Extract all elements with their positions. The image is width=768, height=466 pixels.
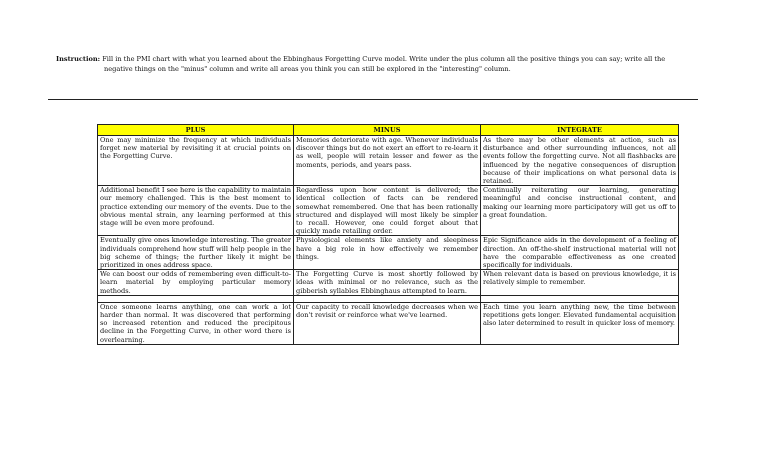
instruction-line-2: negative things on the "minus" column and write all areas you think you can still be explored in the "interesting" column. [104, 65, 511, 74]
table-cell: Physiological elements like anxiety and sleepiness have a big role in how effectively we remember things. [294, 236, 481, 270]
instruction-line-1 [56, 54, 716, 64]
header-minus: MINUS [294, 125, 481, 136]
table-row [98, 186, 679, 236]
table-cell: Additional benefit I see here is the capability to maintain our memory challenged. This is the best moment to practice extending our memory of the events. Due to the obvious mental strain, any learning performed at this stage will be even more profound. [98, 186, 294, 236]
table-row [98, 236, 679, 270]
table-row [98, 270, 679, 296]
table-header-row [98, 125, 679, 136]
spacer-cell [294, 295, 481, 302]
table-cell: Epic Significance aids in the development of a feeling of direction. An off-the-shelf instructional material will not have the comparable effectiveness as one created specifically for individuals. [481, 236, 679, 270]
horizontal-rule [48, 99, 698, 100]
instruction-lead: Instruction: [56, 55, 101, 63]
table-cell: Our capacity to recall knowledge decreases when we don't revisit or reinforce what we've learned. [294, 302, 481, 344]
pmi-table [97, 124, 679, 345]
table-cell: We can boost our odds of remembering even difficult-to-learn material by employing particular memory methods. [98, 270, 294, 296]
header-integrate: INTEGRATE [481, 125, 679, 136]
table-row [98, 136, 679, 186]
table-cell: Once someone learns anything, one can work a lot harder than normal. It was discovered that performing so increased retention and reduced the precipitous decline in the Forgetting Curve, in other word there is overlearning. [98, 302, 294, 344]
table-spacer-row [98, 295, 679, 302]
table-cell: Continually reiterating our learning, generating meaningful and concise instructional content, and making our learning more participatory will get us off to a great foundation. [481, 186, 679, 236]
table-cell: When relevant data is based on previous knowledge, it is relatively simple to remember. [481, 270, 679, 296]
table-cell: The Forgetting Curve is most shortly followed by ideas with minimal or no relevance, such as the gibberish syllables Ebbinghaus attempted to learn. [294, 270, 481, 296]
instruction-block [56, 54, 716, 75]
table-cell: Memories deteriorate with age. Whenever individuals discover things but do not exert an effort to re-learn it as well, people will retain lesser and fewer as the moments, periods, and years pass. [294, 136, 481, 186]
instruction-text-1: Fill in the PMI chart with what you learned about the Ebbinghaus Forgetting Curve model. Write under the plus column all the positive things you can say; write all the [102, 55, 666, 63]
spacer-cell [98, 295, 294, 302]
table-cell: Regardless upon how content is delivered; the identical collection of facts can be rendered somewhat remembered. One that has been rationally structured and displayed will most likely be simpler to recall. However, one could forget about that quickly made retailing order. [294, 186, 481, 236]
spacer-cell [481, 295, 679, 302]
table-cell: Eventually give ones knowledge interesting. The greater individuals comprehend how stuff will help people in the big scheme of things; the further likely it might be prioritized in ones address space. [98, 236, 294, 270]
table-cell: One may minimize the frequency at which individuals forget new material by revisiting it at crucial points on the Forgetting Curve. [98, 136, 294, 186]
table-cell: Each time you learn anything new, the time between repetitions gets longer. Elevated fundamental acquisition also later determined to result in quicker loss of memory. [481, 302, 679, 344]
table-cell: As there may be other elements at action, such as disturbance and other surrounding influences, not all events follow the forgetting curve. Not all flashbacks are influenced by the negative consequences of disruption because of their implications on what personal data is retained. [481, 136, 679, 186]
table-row [98, 302, 679, 344]
header-plus: PLUS [98, 125, 294, 136]
